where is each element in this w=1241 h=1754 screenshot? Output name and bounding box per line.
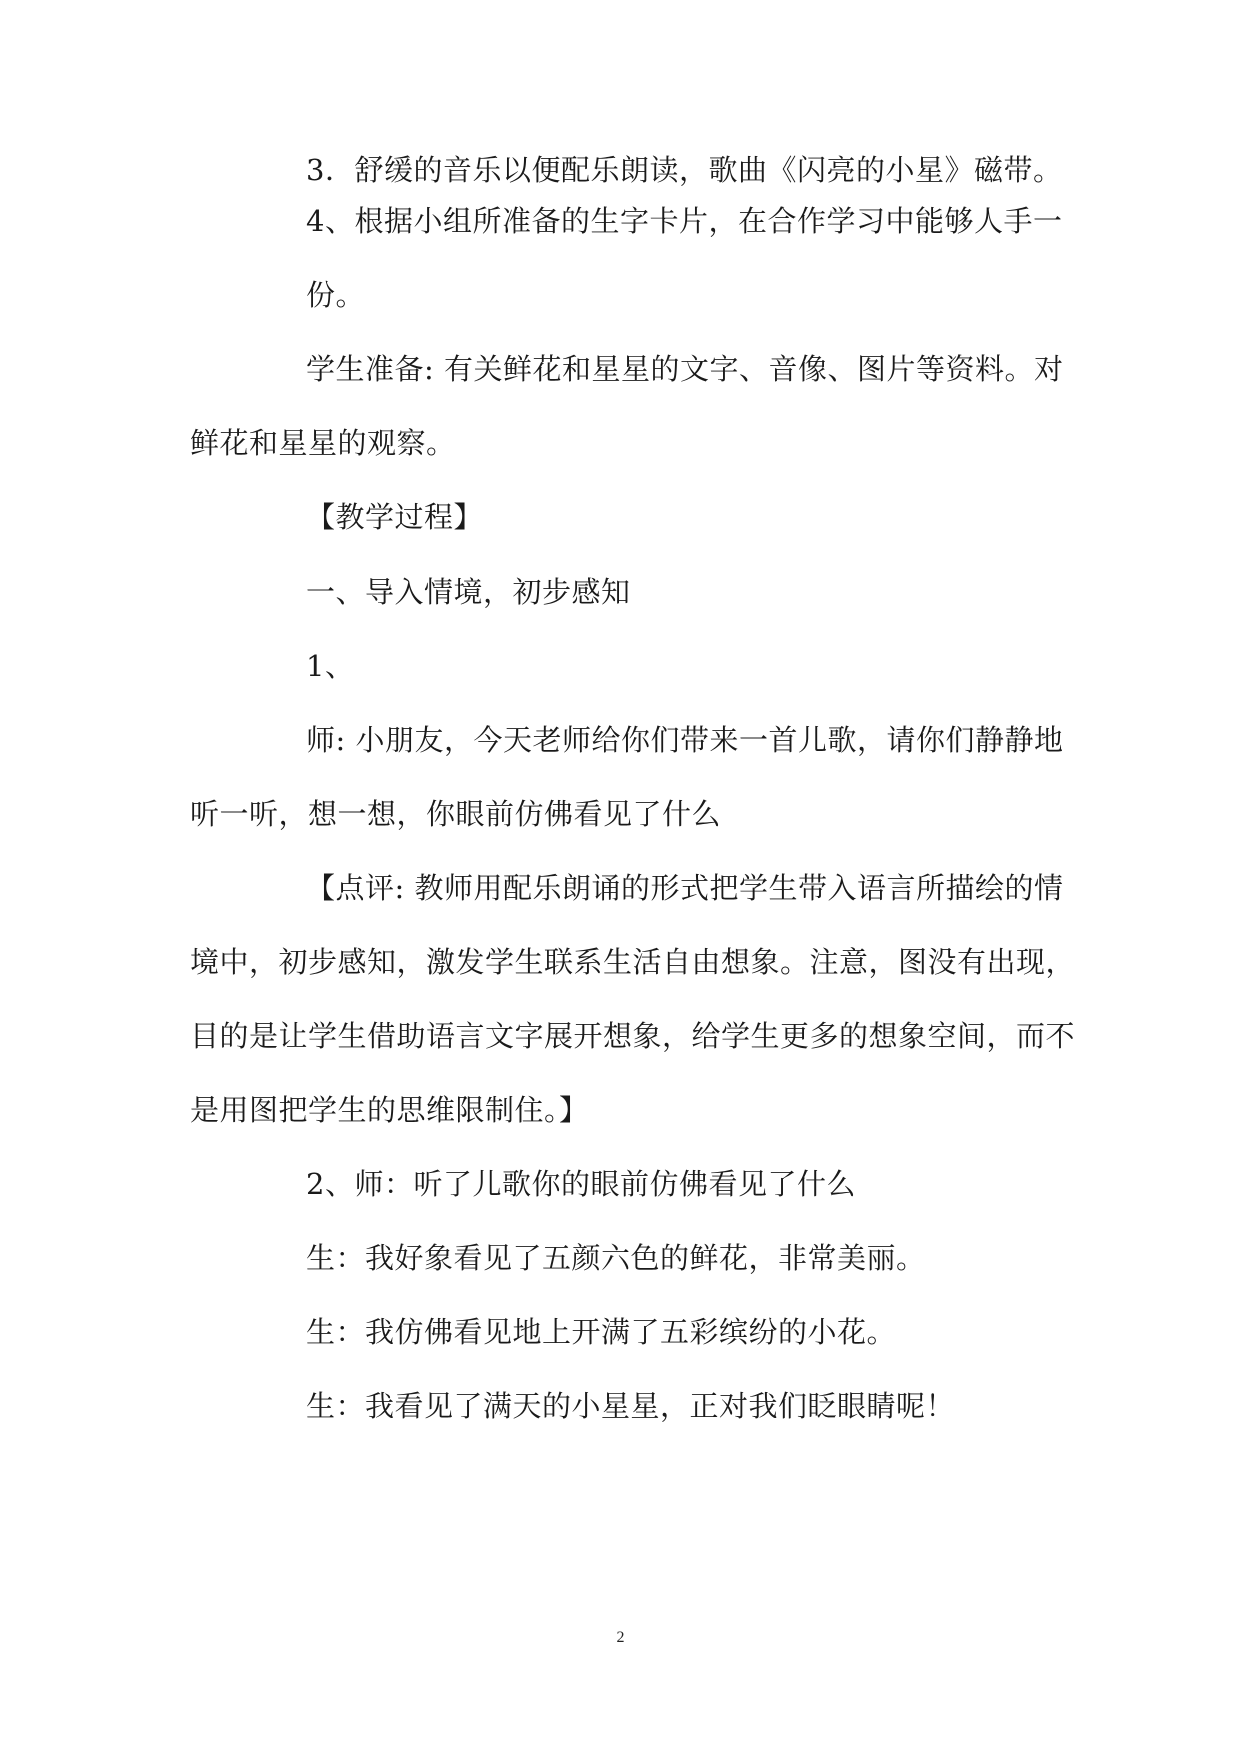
text-line-15: 2、师：听了儿歌你的眼前仿佛看见了什么 [306,1167,856,1201]
text-line-10: 听一听，想一想，你眼前仿佛看见了什么 [190,797,722,831]
text-line-4: 学生准备: 有关鲜花和星星的文字、音像、图片等资料。对 [306,352,1064,386]
section-heading: 【教学过程】 [306,500,484,534]
text-line-18: 生：我看见了满天的小星星，正对我们眨眼睛呢！ [306,1389,956,1423]
text-line-12: 境中，初步感知，激发学生联系生活自由想象。注意，图没有出现， [190,945,1076,979]
text-line-9: 师: 小朋友，今天老师给你们带来一首儿歌，请你们静静地 [306,723,1064,757]
subsection-heading: 一、导入情境，初步感知 [306,575,631,609]
text-line-3: 份。 [306,278,366,312]
page-number: 2 [616,1629,625,1646]
text-line-17: 生：我仿佛看见地上开满了五彩缤纷的小花。 [306,1315,897,1349]
text-line-11: 【点评: 教师用配乐朗诵的形式把学生带入语言所描绘的情 [306,871,1064,905]
text-line-1: 3．舒缓的音乐以便配乐朗读，歌曲《闪亮的小星》磁带。 [306,153,1063,187]
text-line-16: 生：我好象看见了五颜六色的鲜花，非常美丽。 [306,1241,926,1275]
text-line-8: 1、 [306,649,355,683]
text-line-2: 4、根据小组所准备的生字卡片，在合作学习中能够人手一 [306,204,1063,238]
text-line-5: 鲜花和星星的观察。 [190,426,456,460]
text-line-14: 是用图把学生的思维限制住。】 [190,1093,589,1127]
text-line-13: 目的是让学生借助语言文字展开想象，给学生更多的想象空间，而不 [190,1019,1076,1053]
